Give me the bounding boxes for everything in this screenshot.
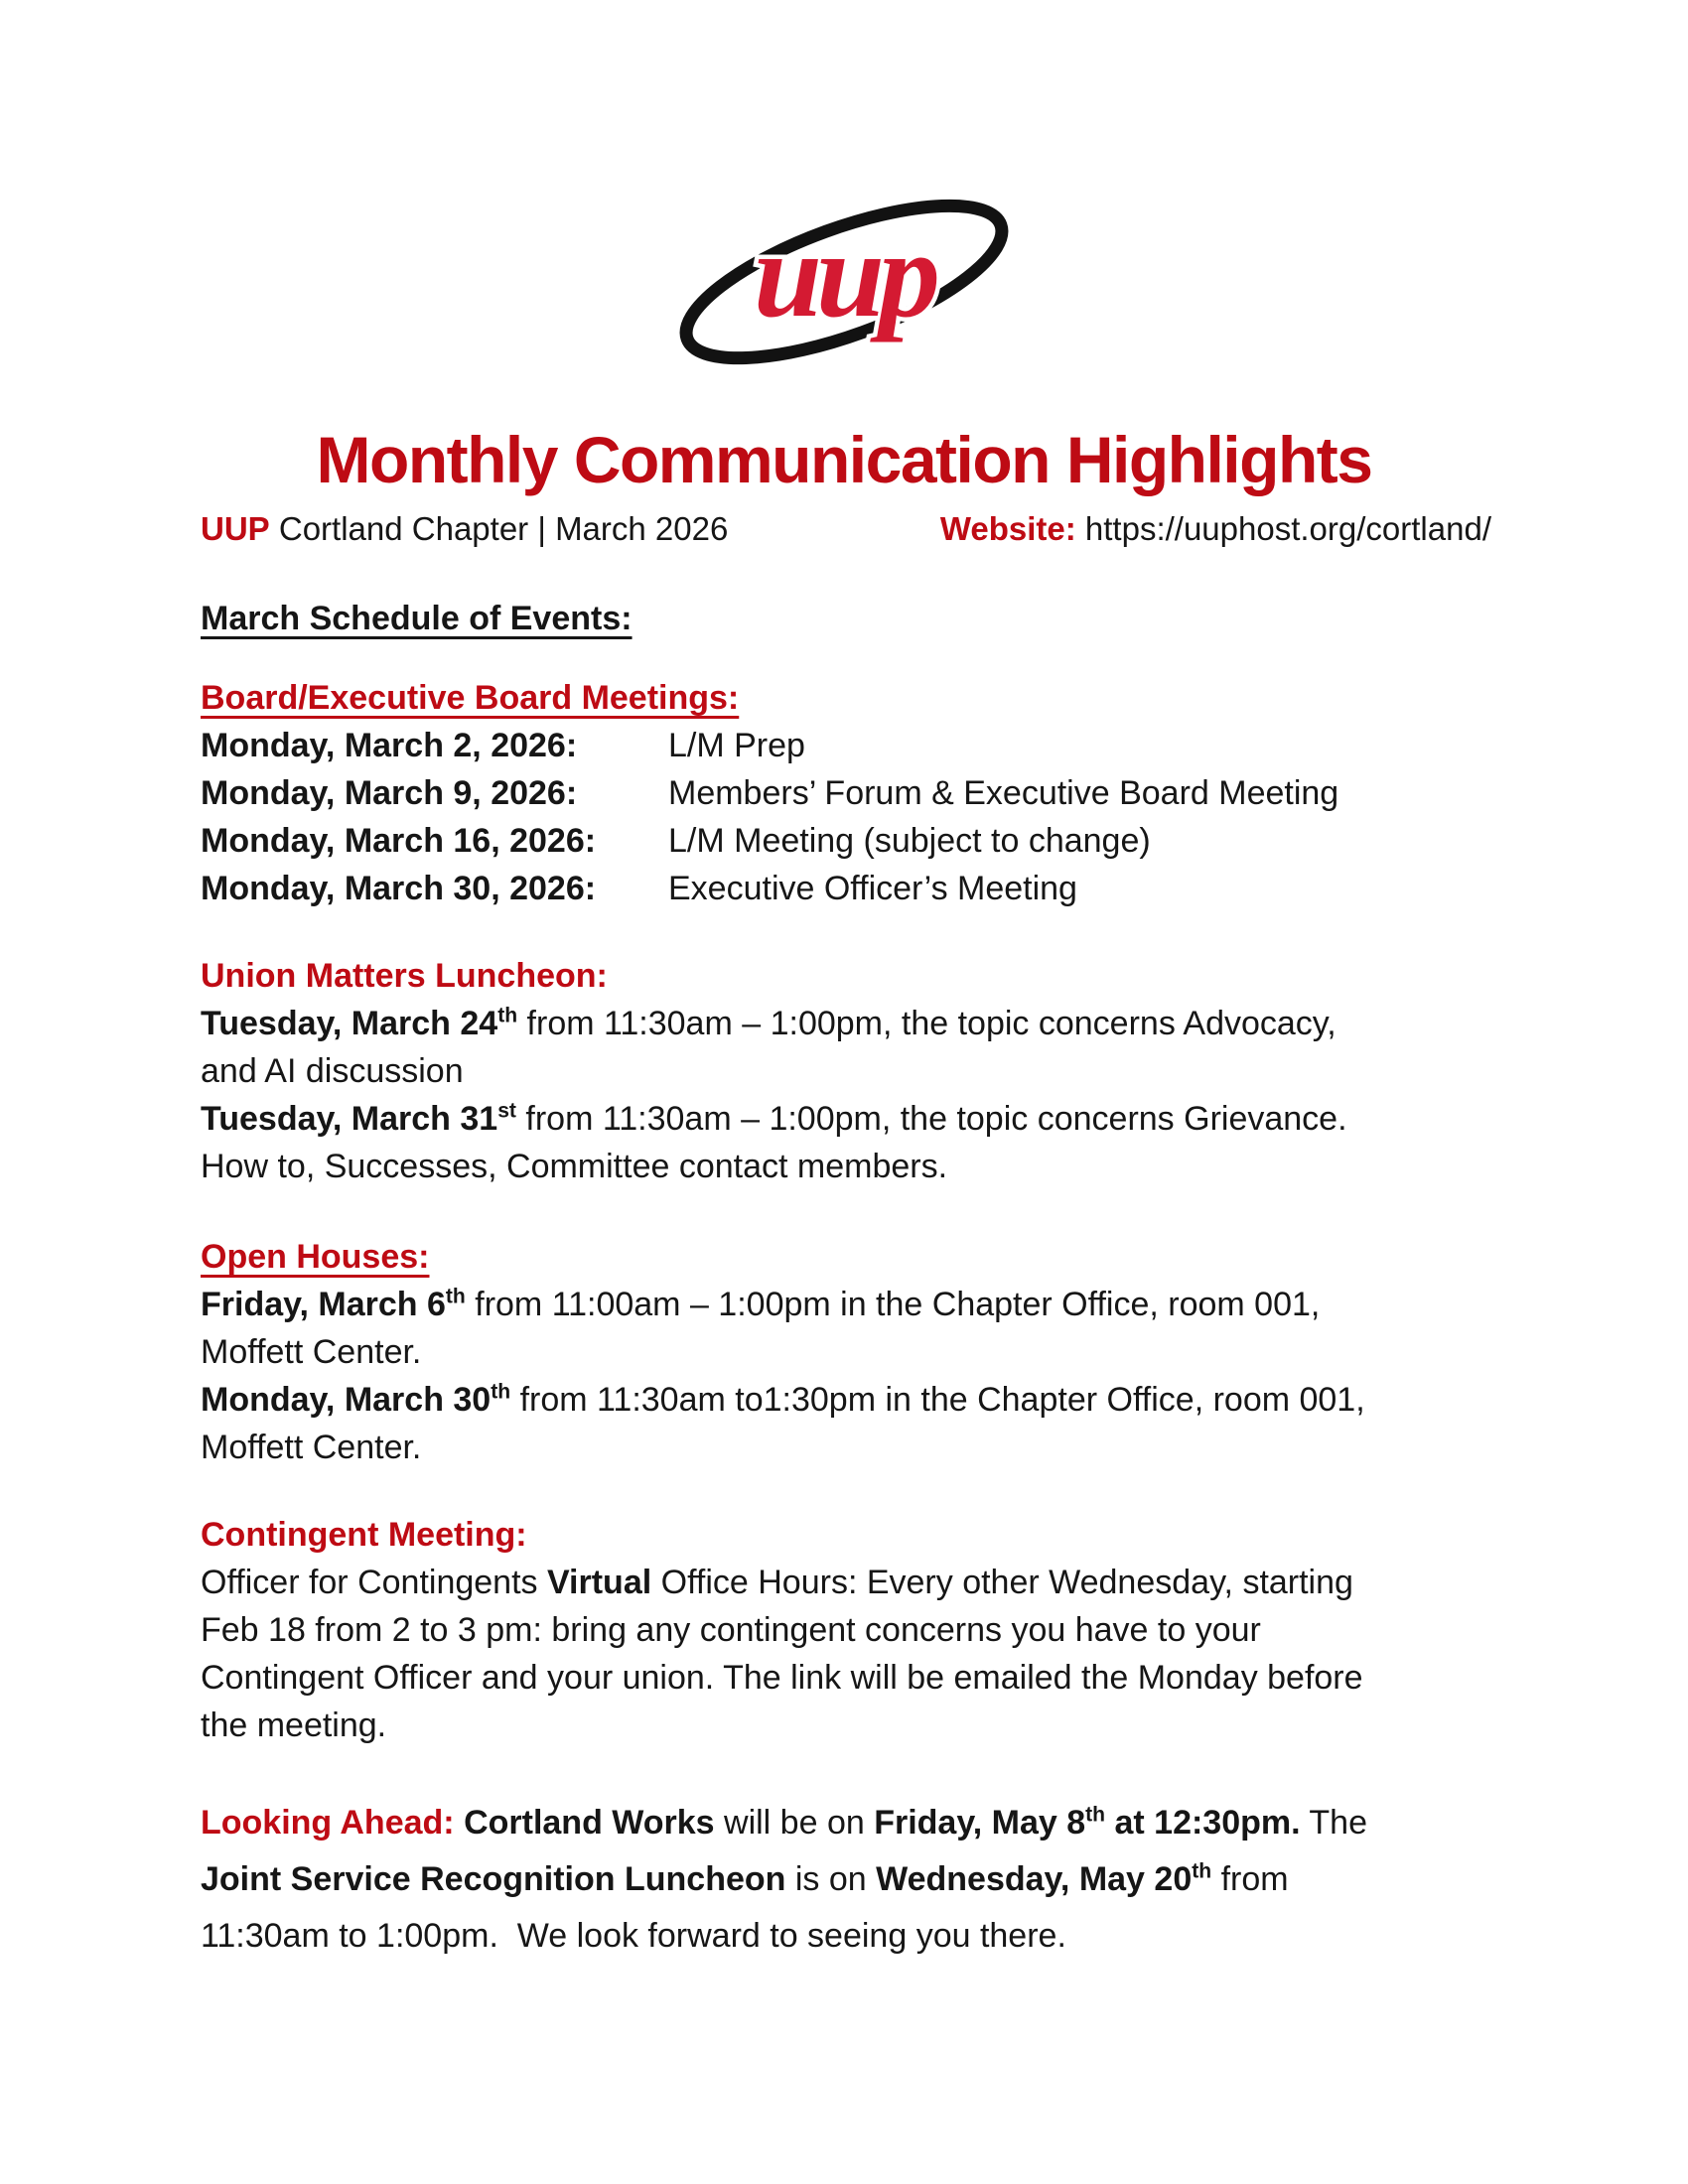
open-houses-heading: Open Houses: bbox=[201, 1238, 430, 1276]
chapter-subtitle: UUP Cortland Chapter | March 2026 bbox=[201, 510, 729, 547]
board-meetings-list bbox=[201, 722, 1491, 912]
open-houses-paragraph: Friday, March 6th from 11:00am – 1:00pm in the Chapter Office, room 001, Moffett Center. Monday, March 30th from 11:30am to1:30pm in the Chapter Office, room 001, Moffett Center. bbox=[201, 1285, 1365, 1466]
looking-ahead-paragraph: Looking Ahead: Cortland Works will be on Friday, May 8th at 12:30pm. The Joint Service Recognition Luncheon is on Wednesday, May 20th from 11:30am to 1:00pm. We look forward to seeing you there. bbox=[201, 1803, 1367, 1955]
meeting-description: L/M Meeting (subject to change) bbox=[668, 822, 1151, 860]
schedule-heading: March Schedule of Events: bbox=[201, 600, 633, 637]
page-title: Monthly Communication Highlights bbox=[316, 423, 1372, 496]
contingent-meeting-heading: Contingent Meeting: bbox=[201, 1516, 527, 1554]
meeting-row bbox=[201, 865, 1491, 912]
uup-logo bbox=[0, 0, 1688, 378]
board-meetings-heading: Board/Executive Board Meetings: bbox=[201, 679, 740, 717]
meeting-row bbox=[201, 769, 1491, 817]
contingent-meeting-paragraph: Officer for Contingents Virtual Office Hours: Every other Wednesday, starting Feb 18 from 2 to 3 pm: bring any contingent concerns you have to your Contingent Officer and your union. The link will be emailed the Monday before the meeting. bbox=[201, 1564, 1363, 1744]
union-luncheon-heading: Union Matters Luncheon: bbox=[201, 957, 608, 995]
newsletter-body bbox=[201, 509, 1491, 1965]
meeting-date: Monday, March 9, 2026: bbox=[201, 774, 578, 812]
meeting-description: Members’ Forum & Executive Board Meeting bbox=[668, 774, 1339, 812]
meeting-row bbox=[201, 817, 1491, 865]
meeting-date: Monday, March 2, 2026: bbox=[201, 727, 578, 764]
meeting-description: Executive Officer’s Meeting bbox=[668, 870, 1077, 907]
website-url[interactable]: Website: https://uuphost.org/cortland/ bbox=[939, 510, 1491, 547]
uup-logo-graphic bbox=[670, 195, 1018, 373]
subtitle-row bbox=[201, 509, 1491, 549]
union-luncheon-paragraph: Tuesday, March 24th from 11:30am – 1:00pm, the topic concerns Advocacy, and AI discussion Tuesday, March 31st from 11:30am – 1:00pm, the topic concerns Grievance. How to, Successes, Committee contact members. bbox=[201, 1004, 1347, 1185]
meeting-date: Monday, March 16, 2026: bbox=[201, 822, 597, 860]
logo-uup-text: uup bbox=[754, 206, 934, 342]
meeting-description: L/M Prep bbox=[668, 727, 805, 764]
meeting-row bbox=[201, 722, 1491, 769]
meeting-date: Monday, March 30, 2026: bbox=[201, 870, 597, 907]
